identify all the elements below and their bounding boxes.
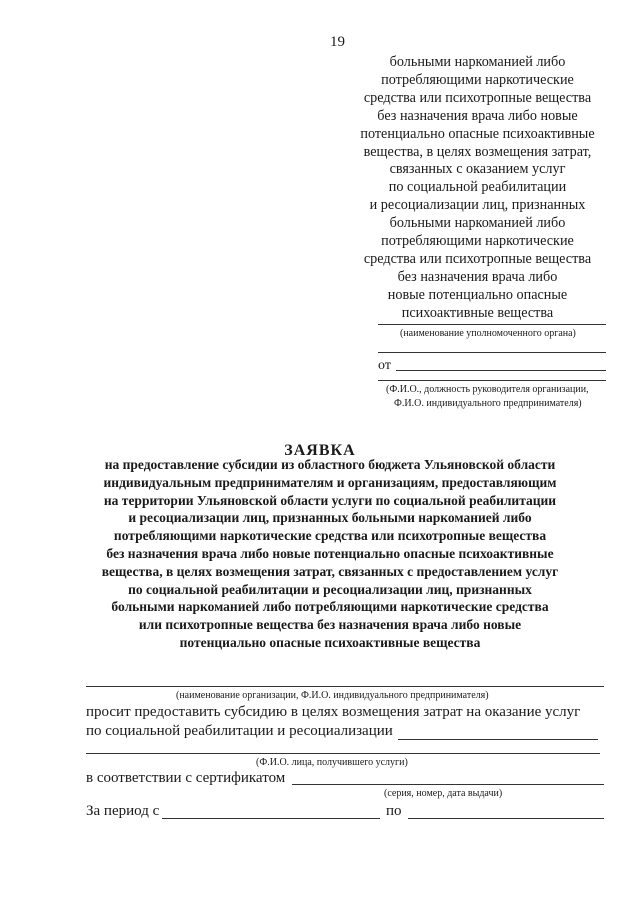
page-number: 19	[330, 34, 345, 50]
head-caption-2: Ф.И.О. индивидуального предпринимателя)	[394, 398, 582, 409]
subject-line: потребляющими наркотические средства или психотропные вещества	[113, 528, 547, 544]
period-from-label: За период с	[86, 803, 160, 819]
head-name-field[interactable]	[396, 370, 606, 371]
subject-line: или психотропные вещества без назначения врача либо новые	[138, 617, 522, 633]
period-from-field[interactable]	[162, 818, 380, 819]
addressee-block	[340, 54, 615, 323]
addressee-line: средства или психотропные вещества	[363, 89, 592, 106]
subject-line: без назначения врача либо новые потенциально опасные психоактивные	[106, 545, 554, 561]
addressee-line: без назначения врача либо	[397, 268, 558, 285]
addressee-line: и ресоциализации лиц, признанных	[369, 197, 586, 214]
head-name-field-2[interactable]	[378, 380, 606, 381]
subject-line: вещества, в целях возмещения затрат, связанных с предоставлением услуг	[101, 563, 559, 579]
subject-line: и ресоциализации лиц, признанных больными наркоманией либо	[128, 510, 532, 526]
certificate-caption: (серия, номер, дата выдачи)	[384, 788, 503, 799]
addressee-line: больными наркоманией либо	[389, 215, 566, 232]
addressee-line: связанных с оказанием услуг	[389, 161, 566, 178]
addressee-line: потребляющими наркотические	[381, 71, 574, 88]
request-line-1: просит предоставить субсидию в целях возмещения затрат на оказание услуг	[86, 704, 581, 720]
addressee-line: потенциально опасные психоактивные	[360, 125, 595, 142]
request-line-2: по социальной реабилитации и ресоциализации	[86, 723, 393, 739]
recipient-caption: (Ф.И.О. лица, получившего услуги)	[256, 757, 408, 768]
service-field[interactable]	[398, 739, 598, 740]
subject-line: потенциально опасные психоактивные вещества	[179, 634, 481, 650]
subject-line: на территории Ульяновской области услуги по социальной реабилитации	[103, 492, 557, 508]
addressee-line: больными наркоманией либо	[389, 54, 566, 70]
addressee-line: без назначения врача либо новые	[377, 107, 578, 124]
period-to-label: по	[386, 803, 402, 819]
addressee-line: психоактивные вещества	[401, 304, 554, 321]
authority-caption: (наименование уполномоченного органа)	[400, 328, 576, 339]
authority-field[interactable]	[378, 324, 606, 325]
certificate-label: в соответствии с сертификатом	[86, 770, 286, 786]
from-label: от	[378, 358, 391, 373]
certificate-field[interactable]	[292, 784, 604, 785]
addressee-line: потребляющими наркотические	[381, 233, 574, 250]
recipient-field[interactable]	[86, 753, 600, 754]
addressee-line: средства или психотропные вещества	[363, 250, 592, 267]
subject-block	[70, 456, 590, 652]
period-to-field[interactable]	[408, 818, 604, 819]
organization-caption: (наименование организации, Ф.И.О. индивидуального предпринимателя)	[176, 690, 489, 701]
addressee-line: вещества, в целях возмещения затрат,	[363, 143, 592, 160]
authority-field-2[interactable]	[378, 352, 606, 353]
subject-line: больными наркоманией либо потребляющими наркотические средства	[111, 599, 549, 615]
addressee-line: новые потенциально опасные	[387, 286, 568, 303]
addressee-line: по социальной реабилитации	[388, 179, 567, 196]
document-title: ЗАЯВКА	[284, 442, 356, 459]
subject-line: по социальной реабилитации и ресоциализации лиц, признанных	[128, 581, 532, 597]
organization-field[interactable]	[86, 686, 604, 687]
head-caption-1: (Ф.И.О., должность руководителя организации,	[386, 384, 589, 395]
subject-line: на предоставление субсидии из областного бюджета Ульяновской области	[104, 457, 556, 472]
subject-line: индивидуальным предпринимателям и организациям, предоставляющим	[103, 474, 557, 490]
